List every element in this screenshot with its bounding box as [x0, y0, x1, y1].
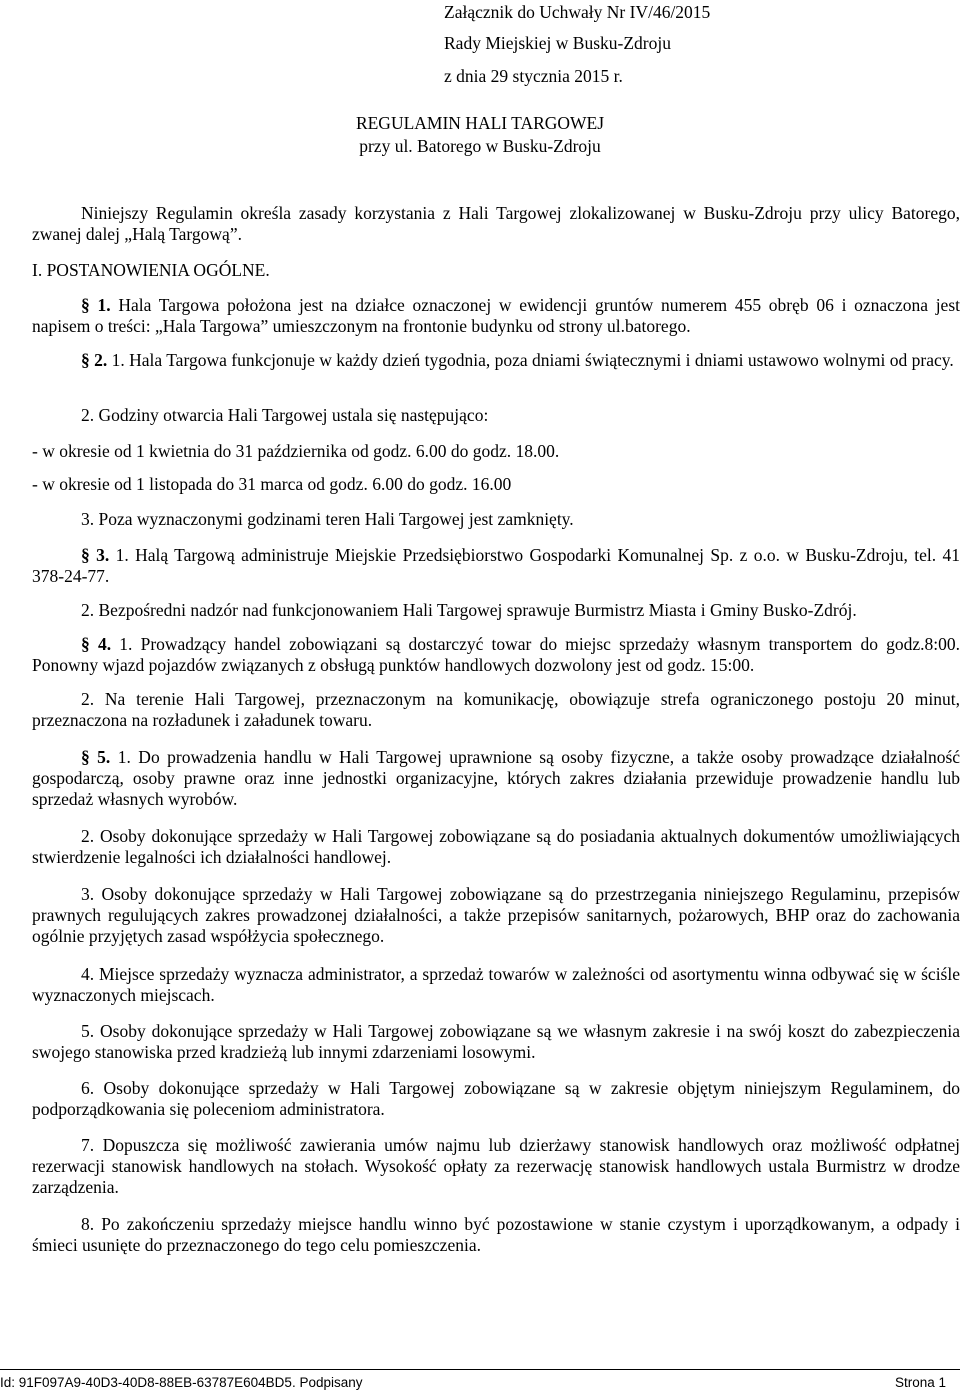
- paragraph-2-point-1: [32, 350, 960, 371]
- paragraph-4-number: § 4.: [81, 634, 112, 654]
- footer-page-number: Strona 1: [894, 1375, 946, 1390]
- paragraph-5-point-2: 2. Osoby dokonujące sprzedaży w Hali Targowej zobowiązane są do posiadania aktualnych dokumentów umożliwiających stwierdzenie legalności ich działalności handlowej.: [32, 826, 960, 867]
- paragraph-3-point-2: 2. Bezpośredni nadzór nad funkcjonowaniem Hali Targowej sprawuje Burmistrz Miasta i Gminy Busko-Zdrój.: [81, 600, 857, 620]
- section-heading: I. POSTANOWIENIA OGÓLNE.: [32, 260, 270, 280]
- paragraph-2-point-1-text: 1. Hala Targowa funkcjonuje w każdy dzień tygodnia, poza dniami świątecznymi i dniami ustawowo wolnymi od pracy.: [111, 350, 954, 370]
- paragraph-2-dash-1: - w okresie od 1 kwietnia do 31 października od godz. 6.00 do godz. 18.00.: [32, 441, 560, 461]
- paragraph-2-dash-2: - w okresie od 1 listopada do 31 marca od godz. 6.00 do godz. 16.00: [32, 474, 512, 494]
- intro-paragraph: Niniejszy Regulamin określa zasady korzystania z Hali Targowej zlokalizowanej w Busku-Zdroju przy ulicy Batorego, zwanej dalej „Halą Targową”.: [32, 203, 960, 244]
- paragraph-2-point-3: 3. Poza wyznaczonymi godzinami teren Hali Targowej jest zamknięty.: [81, 509, 574, 529]
- paragraph-5-point-5: 5. Osoby dokonujące sprzedaży w Hali Targowej zobowiązane są we własnym zakresie i na swój koszt do zabezpieczenia swojego stanowiska przed kradzieżą lub innymi zdarzeniami losowymi.: [32, 1021, 960, 1062]
- paragraph-4-point-1: [32, 634, 960, 676]
- paragraph-5-point-8: 8. Po zakończeniu sprzedaży miejsce handlu winno być pozostawione w stanie czystym i uporządkowanym, a odpady i śmieci usunięte do przeznaczonego do tego celu pomieszczenia.: [32, 1214, 960, 1255]
- document-title: REGULAMIN HALI TARGOWEJ: [355, 113, 605, 133]
- paragraph-5-point-1-text: 1. Do prowadzenia handlu w Hali Targowej uprawnione są osoby fizyczne, a także osoby prowadzące działalność gospodarczą, osoby prawne oraz inne jednostki organizacyjne, których zakres działania przewiduje prowadzenie handlu lub sprzedaż własnych wyrobów.: [32, 747, 960, 809]
- attachment-line-3: z dnia 29 stycznia 2015 r.: [444, 66, 623, 86]
- paragraph-2-number: § 2.: [81, 350, 108, 370]
- paragraph-3-point-1-text: 1. Halą Targową administruje Miejskie Przedsiębiorstwo Gospodarki Komunalnej Sp. z o.o. w Busku-Zdroju, tel. 41 378-24-77.: [32, 545, 960, 586]
- paragraph-1-text: Hala Targowa położona jest na działce oznaczonej w ewidencji gruntów numerem 455 obręb 06 i oznaczona jest napisem o treści: „Hala Targowa” umieszczonym na frontonie budynku od strony ul.batorego.: [32, 295, 960, 336]
- paragraph-1-number: § 1.: [81, 295, 111, 315]
- paragraph-3-point-1: [32, 545, 960, 587]
- attachment-line-1: Załącznik do Uchwały Nr IV/46/2015: [444, 2, 711, 22]
- document-subtitle: przy ul. Batorego w Busku-Zdroju: [359, 136, 601, 156]
- paragraph-5-point-3: 3. Osoby dokonujące sprzedaży w Hali Targowej zobowiązane są do przestrzegania niniejszego Regulaminu, przepisów prawnych regulujących zakres prowadzonej działalności, a także przepisów sanitarnych, pożarowych, BHP oraz do zachowania ogólnie przyjętych zasad współżycia społecznego.: [32, 884, 960, 946]
- paragraph-5-point-4: 4. Miejsce sprzedaży wyznacza administrator, a sprzedaż towarów w zależności od asortymentu winna odbywać się w ściśle wyznaczonych miejscach.: [32, 964, 960, 1005]
- footer-document-id: Id: 91F097A9-40D3-40D8-88EB-63787E604BD5. Podpisany: [0, 1375, 363, 1390]
- paragraph-4-point-1-text: 1. Prowadzący handel zobowiązani są dostarczyć towar do miejsc sprzedaży własnym transportem do godz.8:00. Ponowny wjazd pojazdów związanych z obsługą punktów handlowych dozwolony jest od godz. 15:00.: [32, 634, 960, 675]
- paragraph-5-point-7: 7. Dopuszcza się możliwość zawierania umów najmu lub dzierżawy stanowisk handlowych oraz możliwość odpłatnej rezerwacji stanowisk handlowych na stołach. Wysokość opłaty za rezerwację stanowisk handlowych ustala Burmistrz w drodze zarządzenia.: [32, 1135, 960, 1197]
- paragraph-2-point-2: 2. Godziny otwarcia Hali Targowej ustala się następująco:: [81, 405, 489, 425]
- footer-divider: [0, 1369, 960, 1370]
- paragraph-5-number: § 5.: [81, 747, 111, 767]
- paragraph-4-point-2: 2. Na terenie Hali Targowej, przeznaczonym na komunikację, obowiązuje strefa ograniczonego postoju 20 minut, przeznaczona na rozładunek i załadunek towaru.: [32, 689, 960, 730]
- paragraph-5-point-1: [32, 747, 960, 810]
- paragraph-3-number: § 3.: [81, 545, 110, 565]
- paragraph-5-point-6: 6. Osoby dokonujące sprzedaży w Hali Targowej zobowiązane są w zakresie objętym niniejszym Regulaminem, do podporządkowania się poleceniom administratora.: [32, 1078, 960, 1119]
- attachment-line-2: Rady Miejskiej w Busku-Zdroju: [444, 33, 671, 53]
- paragraph-1: [32, 295, 960, 337]
